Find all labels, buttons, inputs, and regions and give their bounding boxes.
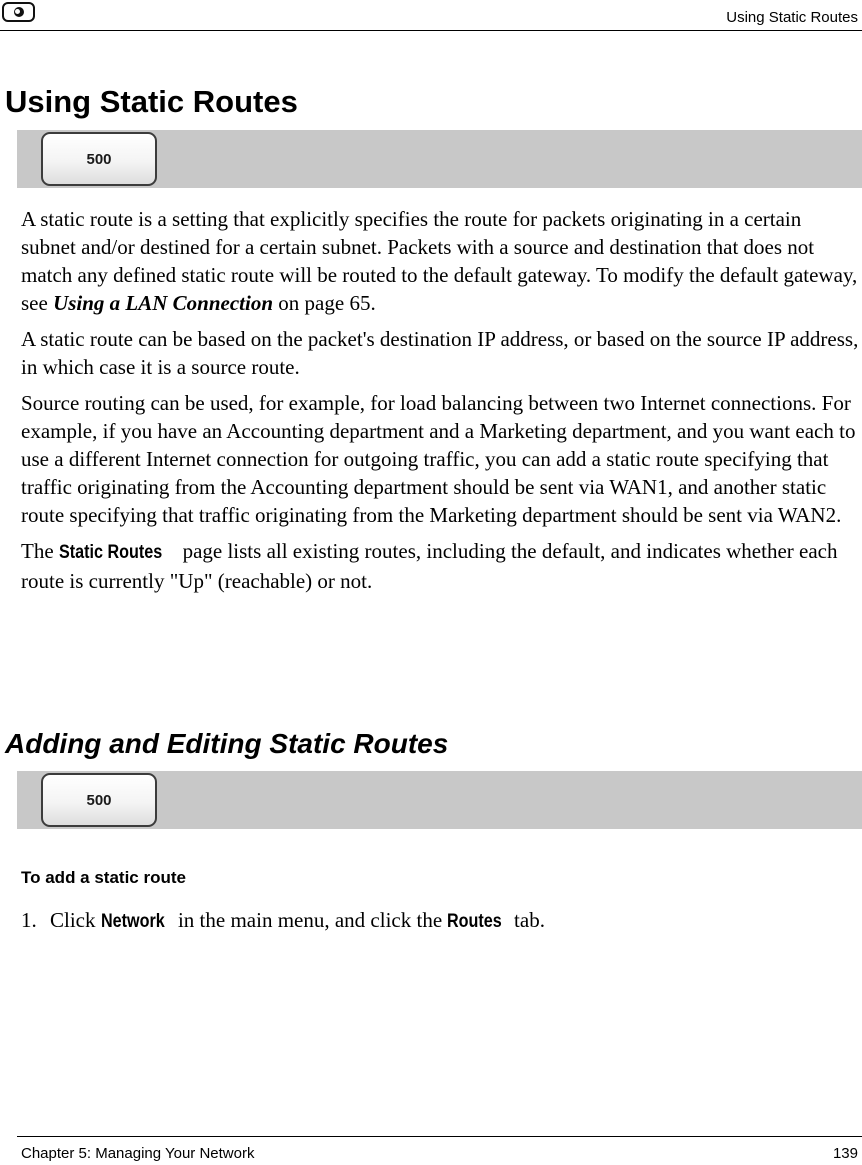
paragraph-source-routing-example: Source routing can be used, for example, for load balancing between two Internet connections. For example, if you have an Accounting department and a Marketing department, and you want each to use a different Internet connection for outgoing traffic, you can add a static route specifying that traffic originating from the Accounting department should be sent via WAN1, and another static route specifying that traffic originating from the Marketing department should be sent via WAN2.: [21, 391, 856, 527]
model-band: [17, 130, 862, 188]
ui-term-static-routes: Static Routes: [58, 542, 163, 563]
subsection-heading: Adding and Editing Static Routes: [5, 728, 449, 759]
page-number: 139: [832, 1145, 858, 1162]
footer-chapter: Chapter 5: Managing Your Network: [21, 1145, 255, 1162]
paragraph-static-route-definition: A static route is a setting that explicitly specifies the route for packets originating in a certain subnet and/or destined for a certain subnet. Packets with a source and destination that does not match any defined static route will be routed to the default gateway. To modify the default gateway, see Using a LAN Connection on page 65.: [21, 207, 858, 315]
logo-icon: [2, 2, 35, 22]
procedure-step: 1. Click Network in the main menu, and click the Routes tab.: [21, 906, 545, 936]
model-500-badge: 500: [41, 132, 157, 186]
procedure-title: To add a static route: [21, 868, 186, 887]
section-heading: Using Static Routes: [5, 84, 298, 119]
paragraph-source-route: A static route can be based on the packet's destination IP address, or based on the source IP address, in which case it is a source route.: [21, 327, 859, 379]
header-divider: [0, 30, 862, 31]
model-band: [17, 771, 862, 829]
paragraph-static-routes-page: The Static Routes page lists all existing routes, including the default, and indicates whether each route is currently "Up" (reachable) or not.: [21, 539, 838, 593]
model-500-badge: 500: [41, 773, 157, 827]
cross-reference-link[interactable]: Using a LAN Connection: [53, 291, 274, 315]
ui-term-routes: Routes: [447, 911, 503, 932]
step-number: 1.: [21, 908, 37, 932]
footer-divider: [17, 1136, 862, 1137]
running-header-title: Using Static Routes: [726, 9, 858, 26]
ui-term-network: Network: [100, 911, 165, 932]
section-body: [21, 205, 861, 603]
